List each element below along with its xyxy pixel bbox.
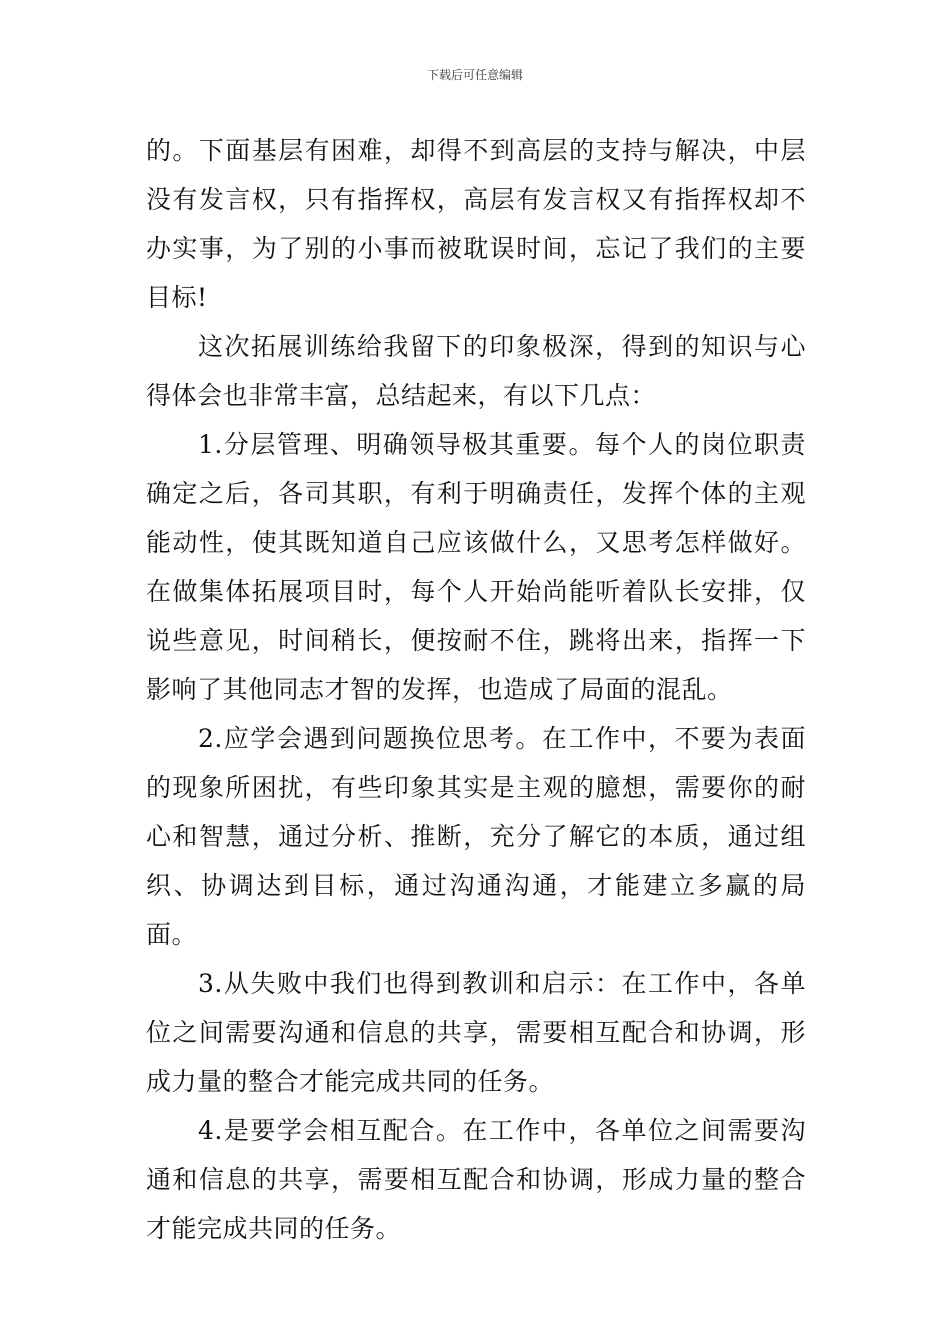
paragraph-point-2: 2.应学会遇到问题换位思考。在工作中，不要为表面的现象所困扰，有些印象其实是主观的臆想，需要你的耐心和智慧，通过分析、推断，充分了解它的本质，通过组织、协调达到目标，通过沟通沟通，才能建立多赢的局面。 [146,724,806,949]
document-body [146,126,806,1253]
paragraph-point-1: 1.分层管理、明确领导极其重要。每个人的岗位职责确定之后，各司其职，有利于明确责任，发挥个体的主观能动性，使其既知道自己应该做什么，又思考怎样做好。在做集体拓展项目时，每个人开始尚能听着队长安排，仅说些意见，时间稍长，便按耐不住，跳将出来，指挥一下影响了其他同志才智的发挥，也造成了局面的混乱。 [146,430,806,704]
paragraph-point-3: 3.从失败中我们也得到教训和启示：在工作中，各单位之间需要沟通和信息的共享，需要相互配合和协调，形成力量的整合才能完成共同的任务。 [146,969,806,1096]
paragraph-summary-intro: 这次拓展训练给我留下的印象极深，得到的知识与心得体会也非常丰富，总结起来，有以下几点： [146,332,806,410]
page-header: 下载后可任意编辑 [426,68,523,82]
paragraph-point-4: 4.是要学会相互配合。在工作中，各单位之间需要沟通和信息的共享，需要相互配合和协调，形成力量的整合才能完成共同的任务。 [146,1116,806,1243]
paragraph-continuation: 的。下面基层有困难，却得不到高层的支持与解决，中层没有发言权，只有指挥权，高层有发言权又有指挥权却不办实事，为了别的小事而被耽误时间，忘记了我们的主要目标! [146,136,806,312]
